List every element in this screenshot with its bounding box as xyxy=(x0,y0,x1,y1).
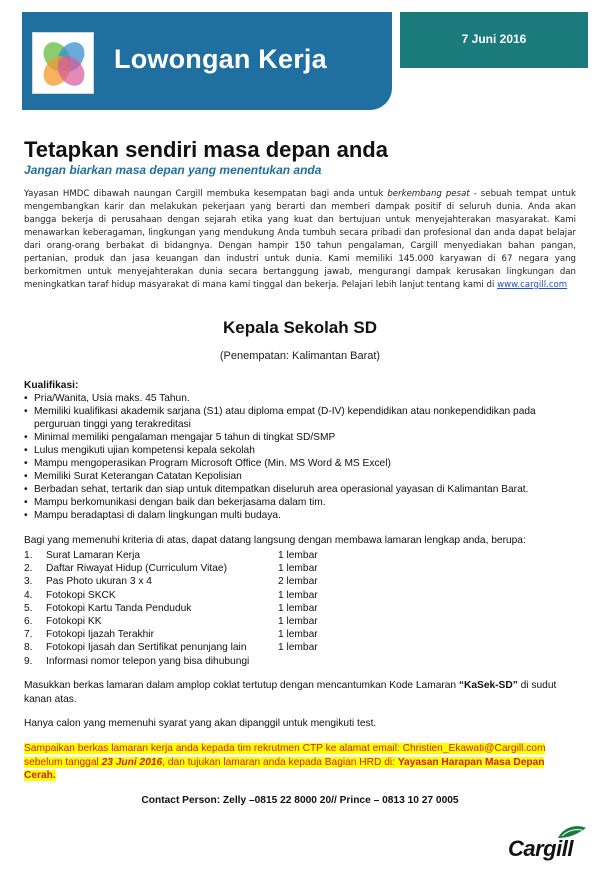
document-row xyxy=(24,602,444,615)
intro-text-2: - sebuah tempat untuk mengembangkan karir dan melakukan pekerjaan yang berarti dan memberi dampak positif di seluruh dunia. Anda akan bangga bekerja di perusahaan dengan sejarah etika yang kuat dan bertujuan untuk menyejahterakan masyarakat. Kami menawarkan keberagaman, lingkungan yang mendukung Anda tumbuh secara pribadi dan profesional dan anda dapat belajar dari orang-orang berbakat di bidangnya. Dengan hampir 150 tahun pengalaman, Cargill menyediakan bahan pangan, pertanian, produk dan jasa keuangan dan industri untuk dunia. Kami memiliki 145.000 karyawan di 67 negara yang berkomitmen untuk menyejahterakan dunia secara bertanggung jawab, mengurangi dampak kerusakan lingkungan dan meningkatkan taraf hidup masyarakat di mana kami tinggal dan bekerja. Pelajari lebih lanjut tentang kami di xyxy=(24,189,576,290)
qualification-item: • Memiliki Surat Keterangan Catatan Kepolisian xyxy=(24,470,576,483)
headline: Tetapkan sendiri masa depan anda xyxy=(24,137,388,162)
document-quantity xyxy=(278,655,398,668)
title-banner xyxy=(22,12,392,110)
foundation-logo-icon xyxy=(33,33,95,95)
header-banner xyxy=(22,12,588,110)
submission-instructions xyxy=(24,742,576,783)
document-quantity: 1 lembar xyxy=(278,589,318,601)
cargill-logo xyxy=(498,822,592,870)
date-banner xyxy=(400,12,588,68)
qualifications-list xyxy=(24,392,576,522)
qualification-item: • Minimal memiliki pengalaman mengajar 5 tahun di tingkat SD/SMP xyxy=(24,431,576,444)
document-row xyxy=(24,562,444,575)
qualification-item: • Memiliki kualifikasi akademik sarjana (S1) atau diploma empat (D-IV) kependidikan atau nonkependidikan pada perguruan tinggi yang terakreditasi xyxy=(24,405,576,431)
publish-date: 7 Juni 2016 xyxy=(461,32,527,46)
document-row xyxy=(24,641,444,654)
document-quantity: 1 lembar xyxy=(278,602,318,614)
submission-text-2: , dan tujukan lamaran anda kepada Bagian HRD di: xyxy=(162,756,398,768)
document-number: 3. xyxy=(24,576,33,588)
document-name: Informasi nomor telepon yang bisa dihubungi xyxy=(46,655,250,667)
document-number: 1. xyxy=(24,550,33,561)
document-name: Surat Lamaran Kerja xyxy=(46,550,141,561)
qualifications-title: Kualifikasi: xyxy=(24,380,79,391)
document-name: Fotokopi Ijazah Terakhir xyxy=(46,629,154,641)
instructions-text-1: Masukkan berkas lamaran dalam amplop coklat tertutup dengan mencantumkan Kode Lamaran xyxy=(24,680,459,691)
intro-text-1: Yayasan HMDC dibawah naungan Cargill membuka kesempatan bagi anda untuk xyxy=(24,189,388,199)
document-name: Fotokopi SKCK xyxy=(46,589,116,601)
document-name: Fotokopi Kartu Tanda Penduduk xyxy=(46,602,192,614)
job-title: Kepala Sekolah SD xyxy=(222,318,377,337)
documents-list xyxy=(24,549,444,668)
qualification-item: • Berbadan sehat, tertarik dan siap untuk ditempatkan diseluruh area operasional yayasan di Kalimantan Barat. xyxy=(24,483,576,496)
document-name: Daftar Riwayat Hidup (Curriculum Vitae) xyxy=(46,563,227,575)
document-name: Fotokopi Ijasah dan Sertifikat penunjang lain xyxy=(46,642,247,654)
submission-organization: Yayasan Harapan Masa Depan Cerah. xyxy=(24,756,545,781)
document-quantity: 1 lembar xyxy=(278,550,318,561)
selection-notice: Hanya calon yang memenuhi syarat yang akan dipanggil untuk mengikuti test. xyxy=(24,718,377,729)
document-number: 7. xyxy=(24,629,33,641)
job-placement: (Penempatan: Kalimantan Barat) xyxy=(219,350,381,362)
application-code: “KaSek-SD” xyxy=(458,680,518,691)
document-row xyxy=(24,589,444,602)
document-row xyxy=(24,615,444,628)
submission-deadline: 23 Juni 2016 xyxy=(101,756,163,768)
document-quantity: 1 lembar xyxy=(278,615,318,627)
envelope-instructions xyxy=(24,679,576,706)
submission-text-1: Sampaikan berkas lamaran kerja anda kepada tim rekrutmen CTP ke alamat email: Christien_Ekawati@Cargill.com sebelum tanggal xyxy=(24,743,546,768)
qualification-item: • Mampu mengoperasikan Program Microsoft Office (Min. MS Word & MS Excel) xyxy=(24,457,576,470)
document-name: Pas Photo ukuran 3 x 4 xyxy=(46,576,152,588)
document-row xyxy=(24,575,444,588)
qualification-item: • Mampu beradaptasi di dalam lingkungan multi budaya. xyxy=(24,509,576,522)
contact-person: Contact Person: Zelly –0815 22 8000 20// Prince – 0813 10 27 0005 xyxy=(141,795,459,806)
cargill-wordmark: Cargill xyxy=(508,836,573,861)
document-number: 9. xyxy=(24,655,33,667)
document-quantity: 1 lembar xyxy=(278,629,318,641)
qualification-item: • Lulus mengikuti ujian kompetensi kepala sekolah xyxy=(24,444,576,457)
page-title: Lowongan Kerja xyxy=(114,44,327,74)
cargill-website-link[interactable]: www.cargill.com xyxy=(497,280,568,290)
qualifications-section xyxy=(24,379,576,522)
qualification-item: • Pria/Wanita, Usia maks. 45 Tahun. xyxy=(24,392,576,405)
subheadline: Jangan biarkan masa depan yang menentukan anda xyxy=(24,163,322,177)
intro-paragraph xyxy=(24,188,576,292)
requirements-intro: Bagi yang memenuhi kriteria di atas, dapat datang langsung dengan membawa lamaran lengkap anda, berupa: xyxy=(24,535,526,546)
document-row xyxy=(24,549,444,562)
document-number: 8. xyxy=(24,642,33,654)
document-quantity: 2 lembar xyxy=(278,576,318,588)
document-quantity: 1 lembar xyxy=(278,642,318,654)
instructions-text-2: di sudut kanan atas. xyxy=(24,680,557,705)
foundation-logo xyxy=(32,32,94,94)
intro-emphasis: berkembang pesat xyxy=(387,189,470,199)
document-number: 2. xyxy=(24,563,33,575)
document-number: 5. xyxy=(24,602,33,614)
document-quantity: 1 lembar xyxy=(278,563,318,575)
document-row xyxy=(24,655,444,668)
document-row xyxy=(24,628,444,641)
document-number: 6. xyxy=(24,615,33,627)
qualification-item: • Mampu berkomunikasi dengan baik dan bekerjasama dalam tim. xyxy=(24,496,576,509)
document-number: 4. xyxy=(24,589,33,601)
document-name: Fotokopi KK xyxy=(46,615,102,627)
